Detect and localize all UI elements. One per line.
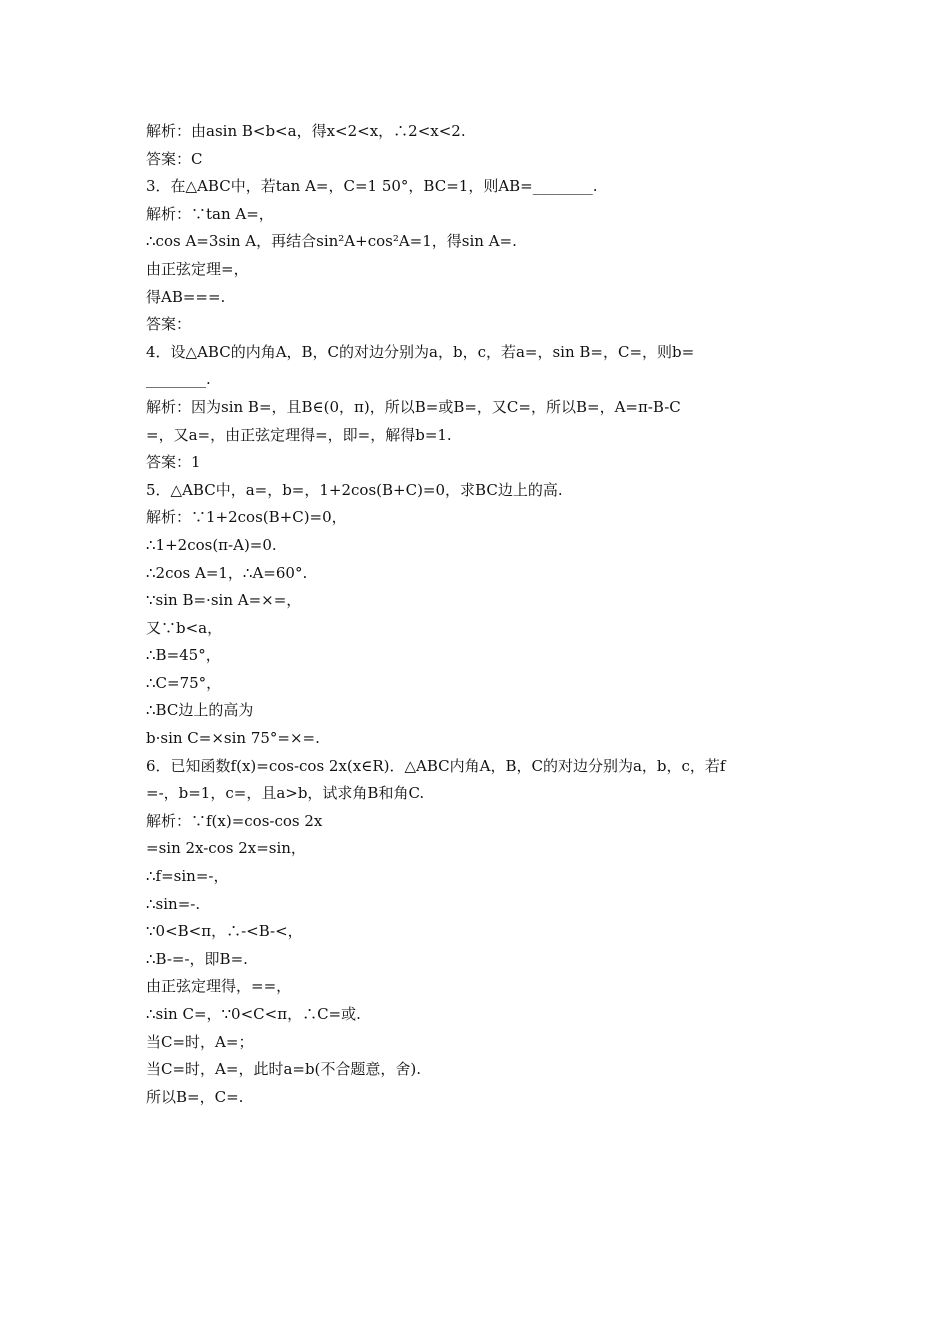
text-line: ∴sin=-. — [146, 894, 201, 913]
text-line: =sin 2x-cos 2x=sin， — [146, 839, 306, 858]
text-line: ∴f=sin=-， — [146, 867, 229, 886]
text-line: 解析：由asin B<b<a，得x<2<x，∴2<x<2. — [146, 122, 466, 140]
text-line: ∴2cos A=1，∴A=60°. — [146, 563, 308, 582]
text-line: 3．在△ABC中，若tan A=，C=1 50°，BC=1，则AB=________. — [146, 177, 598, 196]
text-line: ∵sin B=·sin A=×=， — [146, 591, 302, 610]
text-line: 6．已知函数f(x)=cos-cos 2x(x∈R)．△ABC内角A，B，C的对边分别为a，b，c，若f — [146, 756, 726, 775]
text-line: 当C=时，A=，此时a=b(不合题意，舍). — [146, 1060, 422, 1079]
text-line: 又∵b<a， — [146, 618, 223, 637]
document-page — [146, 118, 816, 1111]
text-line: =-，b=1，c=，且a>b，试求角B和角C. — [146, 784, 425, 803]
text-line: 答案： — [146, 315, 192, 334]
text-line: 解析：∵f(x)=cos-cos 2x — [146, 811, 323, 830]
text-line: b·sin C=×sin 75°=×=. — [146, 729, 320, 748]
text-line: 答案：1 — [146, 453, 201, 472]
text-line: 4．设△ABC的内角A，B，C的对边分别为a，b，c，若a=，sin B=，C=，则b= — [146, 342, 695, 361]
text-line: ∴C=75°， — [146, 673, 222, 692]
text-line: ∴B=45°， — [146, 646, 221, 665]
text-line: 解析：∵tan A=， — [146, 204, 274, 223]
text-line: ∴sin C=，∵0<C<π，∴C=或. — [146, 1005, 361, 1023]
text-line: 解析：因为sin B=，且B∈(0，π)，所以B=或B=，又C=，所以B=，A=π-B-C — [146, 397, 681, 416]
text-line: ∴cos A=3sin A，再结合sin²A+cos²A=1，得sin A=. — [146, 232, 517, 251]
text-line: 由正弦定理=， — [146, 259, 249, 278]
text-line: 所以B=，C=. — [146, 1087, 244, 1106]
text-line: ________. — [146, 370, 211, 389]
text-line: ∵0<B<π，∴-<B-<， — [146, 922, 303, 941]
text-line: ∴B-=-，即B=. — [146, 949, 248, 968]
text-line: 得AB===. — [146, 287, 226, 306]
text-line: 5．△ABC中，a=，b=，1+2cos(B+C)=0，求BC边上的高. — [146, 480, 563, 499]
text-line: =，又a=，由正弦定理得=，即=，解得b=1. — [146, 425, 452, 444]
text-line: 答案：C — [146, 149, 203, 168]
text-line: 由正弦定理得，==， — [146, 977, 292, 996]
text-line: ∴BC边上的高为 — [146, 701, 254, 720]
text-line: 解析：∵1+2cos(B+C)=0， — [146, 508, 347, 527]
text-line: ∴1+2cos(π-A)=0. — [146, 535, 277, 554]
text-line: 当C=时，A=； — [146, 1032, 254, 1051]
